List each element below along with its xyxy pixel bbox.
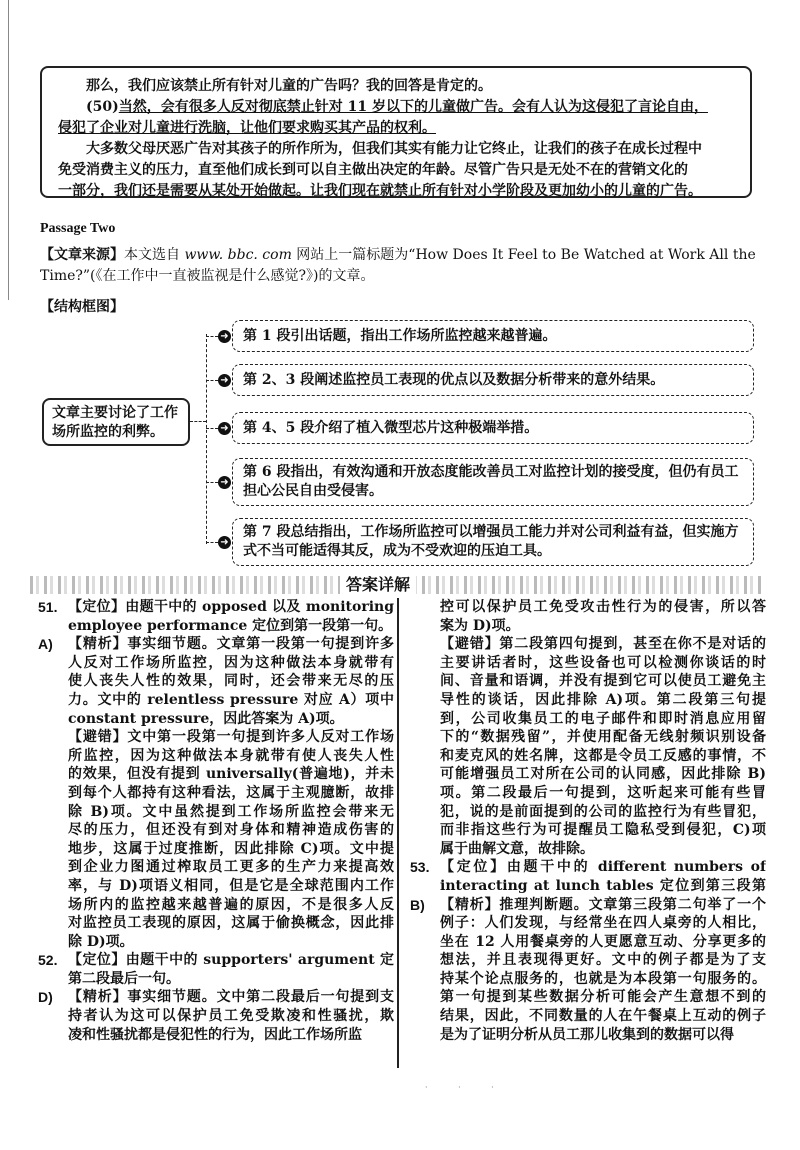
answer-text-line: 除 D)项。 bbox=[68, 933, 134, 950]
branch-text: 第 7 段总结指出，工作场所监控可以增强员工能力并对公司利益有益，但实施方 bbox=[243, 524, 739, 540]
branch-text: 担心公民自由受侵害。 bbox=[243, 483, 383, 499]
answer-marker: 52. bbox=[38, 952, 58, 969]
answer-text-line: 可能增强员工对所在公司的认同感，因此排除 B) bbox=[440, 766, 766, 783]
answer-text-line: 而非指这些行为可提醒员工隐私受到侵犯，C)项 bbox=[440, 822, 766, 839]
answer-text-line: 导性的谈话，因此排除 A)项。第二段第三句提 bbox=[440, 691, 766, 708]
answer-text-line: 使人丧失人性的效果，同时，还会带来无尽的压 bbox=[68, 673, 394, 690]
answer-column-right bbox=[410, 598, 766, 1044]
answer-section-title: 答案详解 bbox=[340, 572, 416, 595]
answer-text-line: 所监控，因为这种做法本身就带有使人丧失人性 bbox=[68, 747, 394, 764]
branch-text: 第 4、5 段介绍了植入微型芯片这种极端举措。 bbox=[243, 420, 539, 436]
connector bbox=[206, 336, 218, 337]
answer-item bbox=[38, 988, 398, 1044]
scan-marks: · · · bbox=[425, 1083, 508, 1092]
circled-arrow-right-icon: ➜ bbox=[218, 330, 231, 343]
translation-paragraph-3-line-1: 大多数父母厌恶广告对其孩子的所作所为，但我们其实有能力让它终止，让我们的孩子在成长过程中 bbox=[86, 141, 702, 157]
translation-box bbox=[40, 66, 752, 198]
connector bbox=[206, 380, 218, 381]
answer-text-line: 项。第二段最后一句提到，这听起来可能有些冒 bbox=[440, 784, 766, 801]
answer-text-line: 下的“数据残留”，并使用配备无线射频识别设备 bbox=[440, 729, 766, 746]
answer-item bbox=[38, 598, 398, 635]
circled-arrow-right-icon: ➜ bbox=[218, 422, 231, 435]
diagram-branch bbox=[232, 518, 754, 566]
answer-text-line: 场所内的监控越来越普遍的原因，不是很多人反 bbox=[68, 896, 394, 913]
answer-text-line: 到，公司收集员工的电子邮件和即时消息应用留 bbox=[440, 710, 766, 727]
answer-text-line: 想法，并且表现得更好。文中的例子都是为了支 bbox=[440, 952, 766, 969]
diagram-branch bbox=[232, 364, 754, 396]
translation-paragraph-3-line-2: 免受消费主义的压力，直至他们成长到可以自主做出决定的年龄。尽管广告只是无处不在的营销文化的 bbox=[58, 162, 688, 178]
answer-text-line: 除 B)项。文中虽然提到工作场所监控会带来无 bbox=[68, 803, 394, 820]
answer-text-line: employee performance 定位到第一段第一句。 bbox=[68, 617, 393, 634]
answer-text-line: 坐在 12 人用餐桌旁的人更愿意互动、分享更多的 bbox=[440, 933, 766, 950]
answer-text-line: 持者认为这可以保护员工免受欺凌和性骚扰，欺 bbox=[68, 1008, 394, 1025]
circled-arrow-right-icon: ➜ bbox=[218, 536, 231, 549]
answer-text-line: 例子：人们发现，与经常坐在四人桌旁的人相比， bbox=[440, 915, 766, 932]
margin-line bbox=[8, 0, 9, 300]
translation-paragraph-2-line-1 bbox=[58, 97, 736, 118]
article-source-line-2: Time?”(《在工作中一直被监视是什么感觉?》)的文章。 bbox=[40, 268, 375, 284]
answer-text-line: 到企业力图通过榨取员工更多的生产力来提高效 bbox=[68, 859, 394, 876]
answer-item bbox=[410, 598, 766, 635]
answer-text-line: 和麦克风的姓名牌，这都是令员工反感的事情，不 bbox=[440, 747, 766, 764]
answer-text-line: 尽的压力，但还没有到对身体和精神造成伤害的 bbox=[68, 822, 394, 839]
answer-item bbox=[410, 858, 766, 895]
answer-text-line: 【避错】第二段第四句提到，甚至在你不是对话的 bbox=[440, 636, 766, 653]
main-idea-line: 场所监控的利弊。 bbox=[52, 424, 164, 440]
connector bbox=[206, 428, 218, 429]
answer-text-line: 率，与 D)项语义相同，但是它是全球范围内工作 bbox=[68, 877, 394, 894]
translation-paragraph-2-line-2: 侵犯了企业对儿童进行洗脑，让他们要求购买其产品的权利。 bbox=[58, 120, 436, 136]
answer-item bbox=[410, 635, 766, 858]
answer-column-left bbox=[38, 598, 398, 1044]
answer-text-line: constant pressure，因此答案为 A)项。 bbox=[68, 710, 344, 727]
article-source bbox=[40, 245, 755, 266]
answer-marker: B) bbox=[410, 896, 425, 913]
answer-text-line: 力。文中的 relentless pressure 对应 A）项中 bbox=[68, 691, 394, 708]
source-site: www. bbc. com bbox=[184, 247, 292, 263]
underlined-answer-text: 当然，会有很多人反对彻底禁止针对 11 岁以下的儿童做广告。会有人认为这侵犯了言论自由， bbox=[118, 99, 708, 115]
answer-text-line: 【精析】事实细节题。文中第二段最后一句提到支 bbox=[68, 989, 394, 1006]
branch-text: 第 2、3 段阐述监控员工表现的优点以及数据分析带来的意外结果。 bbox=[243, 372, 665, 388]
answer-item bbox=[410, 896, 766, 1045]
answer-text-line: 凌和性骚扰都是侵犯性的行为，因此工作场所监 bbox=[68, 1026, 362, 1043]
connector bbox=[206, 542, 218, 543]
answer-text-line: 【精析】事实细节题。文章第一段第一句提到许多 bbox=[68, 636, 394, 653]
translation-paragraph-3-line-3: 一部分，我们还是需要从某处开始做起。让我们现在就禁止所有针对小学阶段及更加幼小的儿童的广告。 bbox=[58, 183, 702, 199]
answer-text-line: 结果，因此，不同数量的人在午餐桌上互动的例子 bbox=[440, 1008, 766, 1025]
branch-text: 式不当可能适得其反，成为不受欢迎的压迫工具。 bbox=[243, 543, 551, 559]
connector-trunk bbox=[206, 334, 207, 544]
circled-arrow-right-icon: ➜ bbox=[218, 374, 231, 387]
answer-text-line: 主要讲话者时，这些设备也可以检测你谈话的时 bbox=[440, 654, 766, 671]
answer-text-line: 【定位】由题干中的 supporters' argument 定 bbox=[68, 952, 394, 969]
answer-text-line: 【定位】由题干中的 opposed 以及 monitoring bbox=[68, 599, 394, 615]
diagram-branch bbox=[232, 458, 754, 506]
answer-text-line: 人反对工作场所监控，因为这种做法本身就带有 bbox=[68, 654, 394, 671]
structure-diagram-label: 【结构框图】 bbox=[40, 299, 124, 315]
passage-title: Passage Two bbox=[40, 221, 116, 236]
branch-text: 第 1 段引出话题，指出工作场所监控越来越普遍。 bbox=[243, 328, 557, 344]
answer-text-line: 第二段最后一句。 bbox=[68, 970, 180, 987]
answer-text-line: 到每个人都持有这种看法，这属于主观臆断，故排 bbox=[68, 784, 394, 801]
answer-text-line: 控可以保护员工免受攻击性行为的侵害，所以答 bbox=[440, 599, 766, 615]
answer-marker: D) bbox=[38, 989, 53, 1006]
diagram-branch bbox=[232, 320, 754, 352]
source-label: 【文章来源】 bbox=[40, 247, 124, 263]
answer-text-line: 案为 D)项。 bbox=[440, 617, 520, 634]
source-text: 本文选自 bbox=[124, 247, 185, 263]
circled-arrow-right-icon: ➜ bbox=[218, 476, 231, 489]
branch-text: 第 6 段指出，有效沟通和开放态度能改善员工对监控计划的接受度，但仍有员工 bbox=[243, 464, 739, 480]
source-title: 网站上一篇标题为“How Does It Feel to Be Watched at Work All the bbox=[291, 247, 756, 263]
answer-item bbox=[38, 728, 398, 951]
answer-item bbox=[38, 951, 398, 988]
answer-text-line: 的效果，但没有提到 universally(普遍地)，并未 bbox=[68, 766, 394, 783]
answer-text-line: 【精析】推理判断题。文章第三段第二句举了一个 bbox=[440, 896, 766, 913]
answer-text-line: 对监控员工表现的原因，这属于偷换概念，因此排 bbox=[68, 915, 394, 932]
main-idea-line: 文章主要讨论了工作 bbox=[52, 405, 178, 421]
answer-item bbox=[38, 635, 398, 728]
answer-text-line: 是为了证明分析从员工那儿收集到的数据可以得 bbox=[440, 1026, 734, 1043]
answer-text-line: 属于曲解文意，故排除。 bbox=[440, 840, 594, 857]
diagram-branch bbox=[232, 412, 754, 444]
answer-text-line: 【定位】由题干中的 different numbers of bbox=[440, 859, 766, 876]
answer-text-line: 犯，说的是前面提到的公司的监控行为有些冒犯， bbox=[440, 803, 766, 820]
answer-marker: A) bbox=[38, 636, 53, 653]
column-divider bbox=[397, 598, 399, 1068]
answer-marker: 53. bbox=[410, 859, 430, 876]
connector bbox=[190, 421, 206, 422]
answer-text-line: 第一句提到某些数据分析可能会产生意想不到的 bbox=[440, 989, 766, 1006]
answer-marker: 51. bbox=[38, 599, 58, 615]
diagram-main-idea bbox=[42, 398, 190, 446]
answer-text-line: 持某个论点服务的，也就是为本段第一句服务的。 bbox=[440, 970, 766, 987]
question-number: (50) bbox=[86, 99, 119, 115]
translation-paragraph-1: 那么，我们应该禁止所有针对儿童的广告吗？我的回答是肯定的。 bbox=[86, 78, 492, 94]
answer-text-line: 【避错】文中第一段第一句提到许多人反对工作场 bbox=[68, 729, 394, 746]
answer-text-line: 间、音量和语调，并没有提到它可以使员工避免主 bbox=[440, 673, 766, 690]
answer-text-line: 地步，这属于过度推断，因此排除 C)项。文中提 bbox=[68, 840, 394, 857]
connector bbox=[206, 482, 218, 483]
answer-text-line: interacting at lunch tables 定位到第三段第 bbox=[440, 877, 766, 894]
